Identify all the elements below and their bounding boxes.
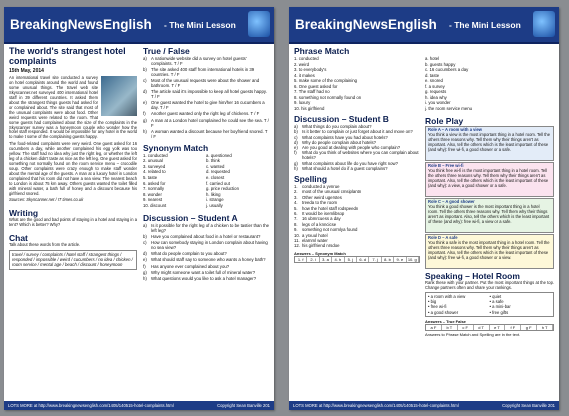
footer-link[interactable]: LOTS MORE at http://www.breakingnewsenglish.com/1405/140515-hotel-complaints.html — [8, 403, 174, 408]
phrase-match-ending: a. hotel — [425, 56, 440, 61]
chat-heading: Chat — [9, 232, 28, 243]
footer-copyright: Copyright Sean Banville 201 — [217, 403, 270, 408]
role-card — [425, 234, 554, 269]
discussion-b-item-text: What complaints about life do you have right now? — [302, 160, 399, 166]
discussion-b-item — [294, 166, 420, 171]
speaking-heading: Speaking – Hotel Room — [425, 271, 520, 281]
discussion-a-item — [143, 270, 269, 275]
phrase-match-start: 9. luxury — [294, 100, 311, 105]
synonym-word: 1. conducted — [143, 152, 168, 158]
synonym-option: c. wanted — [206, 163, 225, 169]
page-header — [4, 7, 274, 44]
discussion-b-item-number: a) — [294, 124, 298, 129]
answer-cell: 10. g — [407, 257, 419, 262]
ranking-item: • free gifts — [489, 309, 509, 315]
discussion-a-item — [143, 264, 269, 269]
discussion-b-item-text: What should a hotel do if a guest complains? — [302, 166, 388, 172]
synonym-word: 3. surveyed — [143, 163, 166, 169]
ranking-item: • a good shower — [428, 309, 459, 315]
lesson-subtitle: - The Mini Lesson — [449, 20, 521, 30]
true-false-item-number: a) — [143, 56, 147, 61]
speaking-ranking-box — [425, 292, 554, 317]
answer-cell: h T — [537, 325, 553, 330]
true-false-item — [143, 56, 269, 66]
answers-note: Answers to Phrase Match and Spelling are in the text. — [425, 331, 521, 337]
left-exercise-column — [294, 46, 420, 263]
article-date: 15th May, 2014 — [9, 68, 44, 74]
discussion-a-item-text: Has anyone ever complained about you? — [151, 263, 230, 269]
discussion-b-item-text: What things do you complain about? — [302, 124, 372, 129]
discussion-a-list — [143, 223, 269, 281]
phrase-match-ending: b. guests happy — [425, 61, 456, 67]
synonym-option: e. closest — [206, 175, 225, 181]
true-false-item-number: h) — [143, 128, 147, 134]
article-paragraph-2: The food-related complaints were very weird. One guest asked for 16 cucumbers a day, while another complained his egg yolk was too yellow. The staff had no idea why just the right leg, or whether the left leg of a chicken didn't taste as nice as the left leg. One guest asked for something not normally found on the room service menu – crocodile soup. Other complaints were crazy enough to make staff wonder about the mental age of the guests. A man at a luxury hotel in London complained that his room did not have a sea view. The nearest beach to London is about 75 km away. Others guests wanted the toilet filled with mineral water, a bath full of honey and a discount because his girlfriend snored. — [9, 141, 137, 196]
discussion-b-item-text: Is it better to complain or just forget about it and move on? — [302, 129, 413, 135]
answers-synonym-grid — [294, 256, 420, 263]
right-exercise-column — [425, 46, 554, 337]
role-text: You think a view is the most important thing in a hotel room. Tell the others three reasons why. Tell them why their things aren't as important. Also, tell the others which is the least important of these (and why): free wi-fi, a good shower or a safe. — [428, 131, 550, 152]
spelling-item-text: most of the unusual cmsiplantn — [302, 189, 362, 195]
synonym-word: 7. normally — [143, 186, 165, 192]
true-false-item-text: Most of the unusual requests were about the shower and bathroom. T / F — [151, 78, 260, 89]
discussion-b-item-text: Why do people complain about hotels? — [302, 139, 377, 145]
spelling-item — [294, 233, 420, 238]
spelling-item-text: conducted a yvnrue — [302, 184, 340, 190]
discussion-b-item — [294, 150, 420, 160]
phrase-match-list — [294, 56, 420, 111]
ranking-item: • quiet — [489, 293, 502, 299]
synonym-word: 9. nearest — [143, 197, 163, 203]
true-false-item — [143, 129, 269, 139]
ranking-item: • a room with a view — [428, 293, 466, 299]
discussion-a-item-number: d) — [143, 251, 147, 257]
discussion-b-list — [294, 124, 420, 171]
true-false-item — [143, 100, 269, 110]
phrase-match-start: 7. The staff had no — [294, 89, 330, 94]
discussion-a-item-number: h) — [143, 275, 147, 281]
discussion-b-item-text: What do you think of websites where you can complain about hotels? — [302, 150, 419, 161]
spelling-item-number: 2. — [294, 189, 298, 195]
discussion-b-item — [294, 124, 420, 129]
discussion-a-item-text: What do people complain to you about? — [151, 251, 227, 257]
true-false-item-number: c) — [143, 78, 147, 84]
spelling-item — [294, 200, 420, 205]
answer-cell: 8. b — [382, 257, 394, 262]
spelling-item-number: 10. — [294, 232, 300, 238]
article-title-line1: The world's strangest hotel — [9, 46, 126, 56]
page-footer — [289, 401, 559, 410]
brand-title: BreakingNewsEnglish — [295, 17, 437, 32]
true-false-item-text: The article said it's impossible to keep all hotel guests happy. T / F — [151, 89, 267, 100]
answer-cell: 4. h — [332, 257, 344, 262]
synonym-match-grid — [143, 153, 269, 209]
role-text: You think free wi-fi is the most important thing in a hotel room. Tell the others three reasons why. Tell them why their things aren't as important. Also, tell the others which is the least important of these (and why): a view, a good shower or a safe. — [428, 167, 549, 188]
synonym-option: h. liking — [206, 191, 221, 197]
discussion-b-item — [294, 135, 420, 140]
phrase-match-start: 10. his girlfriend — [294, 105, 325, 111]
discussion-a-item — [143, 257, 269, 262]
role-text: You think a good shower is the most important thing in a hotel room. Tell the others three reasons why. Tell them why their things aren't as important. Also, tell the others which is the least important of these (and why): free wi-fi, a view or a safe. — [428, 203, 550, 224]
spelling-item — [294, 195, 420, 200]
answer-cell: d T — [474, 325, 490, 330]
discussion-a-item-number: c) — [143, 239, 147, 245]
discussion-b-item — [294, 140, 420, 145]
synonym-word: 2. unusual — [143, 158, 163, 164]
true-false-item-number: e) — [143, 100, 147, 106]
role-play-cards — [425, 126, 554, 269]
spelling-item-number: 7. — [294, 216, 298, 222]
answer-cell: g F — [521, 325, 537, 330]
synonym-option: f. carried out — [206, 180, 230, 186]
discussion-b-item — [294, 161, 420, 166]
synonym-option: i. strange — [206, 197, 224, 203]
page-header — [289, 7, 559, 44]
phrase-match-start: 6. One guest asked for — [294, 83, 338, 89]
globe-icon — [533, 11, 555, 37]
discussion-a-item — [143, 223, 269, 233]
phrase-match-start: 1. conducted — [294, 56, 319, 61]
lesson-subtitle: - The Mini Lesson — [164, 20, 236, 30]
spelling-item-number: 5. — [294, 205, 298, 211]
discussion-a-item-text: What questions would you like to ask a hotel manager? — [151, 275, 257, 281]
spelling-item-text: something not normlya found — [302, 227, 358, 233]
discussion-b-item-number: e) — [294, 145, 298, 151]
spelling-item — [294, 189, 420, 194]
synonym-word: 6. asked for — [143, 180, 166, 186]
synonym-option: g. price reduction — [206, 186, 239, 192]
true-false-item — [143, 78, 269, 88]
discussion-a-item-text: How can somebody staying in London complain about having no sea view? — [151, 239, 268, 250]
phrase-match-ending: f. a survey — [425, 83, 445, 89]
discussion-a-item-number: a) — [143, 222, 147, 228]
true-false-item-number: d) — [143, 89, 147, 95]
spelling-item-number: 9. — [294, 227, 298, 233]
role-card — [425, 126, 554, 161]
answer-cell: 6. d — [357, 257, 369, 262]
role-title: Role D – A safe — [428, 235, 458, 240]
true-false-item-number: f) — [143, 111, 146, 117]
answer-cell: 2. i — [307, 257, 319, 262]
article-title-line2: complaints — [9, 56, 57, 66]
spelling-item-text: treeda to the room — [302, 200, 338, 206]
spelling-item-text: It would be isemlibsop — [302, 211, 345, 217]
phrase-match-ending: e. snored — [425, 78, 443, 83]
discussion-a-item — [143, 234, 269, 239]
spelling-item-number: 6. — [294, 211, 298, 217]
synonym-word: 5. taste — [143, 175, 158, 181]
discussion-b-item-number: c) — [294, 134, 298, 140]
answer-cell: f F — [505, 325, 521, 330]
article-sources: Sources: Skyscanner.net / IT times.co.uk — [9, 196, 84, 202]
role-card — [425, 198, 554, 233]
answer-cell: 5. j — [345, 257, 357, 262]
synonym-option: d. requested — [206, 169, 230, 175]
spelling-item — [294, 227, 420, 232]
answer-cell: 7. j — [369, 257, 381, 262]
answer-cell: a F — [426, 325, 442, 330]
spelling-item-text: legs of a knncicse — [302, 221, 337, 227]
discussion-a-item-number: b) — [143, 233, 147, 239]
ranking-item: • a safe — [489, 299, 504, 305]
discussion-a-item — [143, 251, 269, 256]
spelling-item-number: 8. — [294, 221, 298, 227]
page-footer — [4, 401, 274, 410]
phrase-match-ending: c. 16 cucumbers a day — [425, 67, 469, 72]
answer-cell: 3. a — [320, 257, 332, 262]
discussion-a-item — [143, 276, 269, 281]
true-false-item-text: A nationwide website did a survey on hotel guests' complaints. T / F — [151, 56, 247, 66]
true-false-item-text: Another guest wanted only the right leg of chickens. T / F — [151, 111, 260, 117]
true-false-item — [143, 89, 269, 99]
discussion-a-item — [143, 240, 269, 250]
synonym-match-heading: Synonym Match — [143, 142, 209, 153]
phrase-match-ending: d. taste — [425, 72, 440, 78]
article-body — [9, 76, 137, 203]
discussion-a-item-number: g) — [143, 269, 147, 275]
phrase-match-endings — [425, 56, 554, 111]
ranking-item: • big — [428, 299, 437, 305]
phrase-match-ending: g. requests — [425, 89, 447, 94]
answers-tf-grid — [425, 324, 554, 331]
brand-title: BreakingNewsEnglish — [10, 17, 152, 32]
answer-cell: 1. f — [295, 257, 307, 262]
exercise-column — [143, 46, 269, 282]
true-false-item-text: One guest wanted the hotel to give him/her 16 cucumbers a day. T / F — [151, 100, 265, 111]
discussion-b-item-text: What complaints have you had about hotels? — [302, 134, 388, 140]
discussion-b-item-number: d) — [294, 139, 298, 145]
spelling-item-text: his girlfriend nrsdoe — [302, 243, 340, 249]
discussion-a-heading: Discussion – Student A — [143, 212, 238, 223]
role-card — [425, 162, 554, 197]
discussion-b-item — [294, 129, 420, 134]
worksheet-page-2 — [289, 7, 559, 410]
article-column — [9, 46, 137, 270]
synonym-option: a. questioned — [206, 152, 232, 158]
role-title: Role B – Free wi-fi — [428, 163, 464, 168]
spelling-list — [294, 184, 420, 248]
spelling-item-number: 4. — [294, 200, 298, 206]
answer-cell: e T — [490, 325, 506, 330]
discussion-b-heading: Discussion – Student B — [294, 114, 389, 124]
true-false-item — [143, 118, 269, 128]
writing-heading: Writing — [9, 207, 39, 218]
ranking-item: • a mini-bar — [489, 304, 511, 310]
phrase-match-start: 2. weird — [294, 61, 310, 67]
role-title: Role A – A room with a view — [428, 127, 482, 132]
discussion-a-item-number: f) — [143, 263, 146, 269]
ranking-item: • free wi-fi — [428, 304, 447, 310]
phrase-match-ending: i. you wonder — [425, 100, 451, 105]
synonym-word: 10. discount — [143, 203, 167, 208]
spelling-item-text: 16 ubmrcuess a day — [302, 216, 341, 222]
globe-icon — [248, 11, 270, 37]
true-false-item-number: g) — [143, 117, 147, 123]
phrase-match-start: 3. to everybody's — [294, 67, 327, 72]
spelling-item-number: 1. — [294, 184, 298, 190]
true-false-item-number: b) — [143, 67, 147, 73]
true-false-item — [143, 111, 269, 116]
discussion-a-item-number: e) — [143, 257, 147, 263]
synonym-option: b. think — [206, 158, 220, 164]
synonym-word: 8. wonder — [143, 191, 162, 197]
role-text: You think a safe is the most important thing in a hotel room. Tell the others three reasons why. Tell them why their things aren't as important. Also, tell the others which is the least important of these (and why): free wi-fi, a good shower or a view. — [428, 239, 550, 260]
true-false-item-text: A man at a London hotel complained he could see the sea. T / F — [151, 117, 269, 128]
spelling-item — [294, 222, 420, 227]
phrase-match-ending: j. the room service menu — [425, 105, 473, 111]
spelling-item-number: 11. — [294, 237, 300, 243]
true-false-item-text: A woman wanted a discount because her boyfriend snored. T / F — [151, 128, 268, 139]
spelling-item-text: Other weird ugerstes — [302, 194, 342, 200]
chat-word-box: travel / survey / complaints / hotel staff / strangest things / responded / impossible / weird / cucumbers / no idea / chicken / room service / mental age / beach / discount / honeymoon — [9, 250, 137, 270]
spelling-item-text: elarnml water — [302, 237, 328, 243]
discussion-a-item-text: Is it possible for the right leg of a chicken to be tastier than the left leg? — [151, 222, 269, 233]
spelling-item — [294, 238, 420, 243]
synonym-option: j. usually — [206, 203, 223, 208]
true-false-item — [143, 67, 269, 77]
discussion-a-item-text: Have you complained about food in a hotel or restaurant? — [151, 233, 261, 239]
spelling-item-number: 12. — [294, 243, 300, 249]
phrase-match-ending: h. idea why — [425, 94, 447, 100]
discussion-b-item-number: g) — [294, 160, 298, 166]
footer-link[interactable]: LOTS MORE at http://www.breakingnewsenglish.com/1405/140515-hotel-complaints.html — [293, 403, 459, 408]
answers-tf-heading: Answers – True False — [425, 318, 466, 324]
discussion-b-item-number: f) — [294, 150, 297, 156]
spelling-item — [294, 243, 420, 248]
article-paragraph-1: An international travel site conducted a survey on hotel complaints around the world and found some unusual things. The travel web site Skyscanner.net surveyed 400 international hotel staff in 39 different countries. It asked them about the strangest things guests had asked for or complained about. The site said that most of the unusual complaints were about food. Other weird requests were related to the room. That some guests had complained about the size of the complaints in the Skyscanner survey was a honeymoon couple who wonder how the hotel staff responded. It would be impossible for any hotel in the world to make t some of the complaining guests happy. — [9, 75, 137, 140]
answer-cell: 9. e — [394, 257, 406, 262]
synonym-word: 4. related to — [143, 169, 166, 175]
answer-cell: c F — [458, 325, 474, 330]
true-false-item-text: The site asked 400 staff from international hotels in 39 countries. T / F — [151, 67, 255, 78]
article-photo — [101, 76, 137, 116]
chat-instruction: Talk about these words from the article. — [9, 241, 81, 247]
spelling-item — [294, 206, 420, 211]
spelling-item — [294, 211, 420, 216]
discussion-b-item — [294, 145, 420, 150]
speaking-instructions: Rank these with your partner. Put the most important things at the top. Change partners often and share your rankings. — [425, 280, 554, 290]
discussion-b-item-number: b) — [294, 129, 298, 135]
answers-synonym-heading: Answers – Synonym Match — [294, 251, 346, 257]
spelling-item — [294, 216, 420, 221]
phrase-match-start: 4. it makes — [294, 72, 315, 78]
discussion-b-item-number: h) — [294, 166, 298, 172]
phrase-match-heading: Phrase Match — [294, 46, 350, 56]
role-play-heading: Role Play — [425, 116, 464, 126]
discussion-a-item-text: What should staff say to someone who wants a honey bath? — [151, 257, 266, 263]
footer-copyright: Copyright Sean Banville 201 — [502, 403, 555, 408]
spelling-item — [294, 184, 420, 189]
true-false-heading: True / False — [143, 46, 190, 56]
phrase-match-start: 5. make some of the complaining — [294, 78, 358, 83]
spelling-item-text: a yrxuul hotel — [302, 232, 328, 238]
writing-question: What are the good and bad points of staying in a hotel and staying in a tent? Which is better? Why? — [9, 216, 137, 227]
discussion-b-item-text: Are you good at dealing with people who complain? — [302, 145, 401, 151]
worksheet-page-1 — [4, 7, 274, 410]
phrase-match-start: 8. something not normally found on — [294, 94, 362, 100]
discussion-a-item-text: Why might someone want a toilet full of mineral water? — [151, 269, 256, 275]
spelling-item-text: how the hotel staff rodspeedn — [302, 205, 359, 211]
spelling-item-number: 3. — [294, 194, 298, 200]
role-title: Role C – A good shower — [428, 199, 475, 204]
answer-cell: b T — [442, 325, 458, 330]
spelling-heading: Spelling — [294, 174, 328, 185]
true-false-list — [143, 56, 269, 139]
